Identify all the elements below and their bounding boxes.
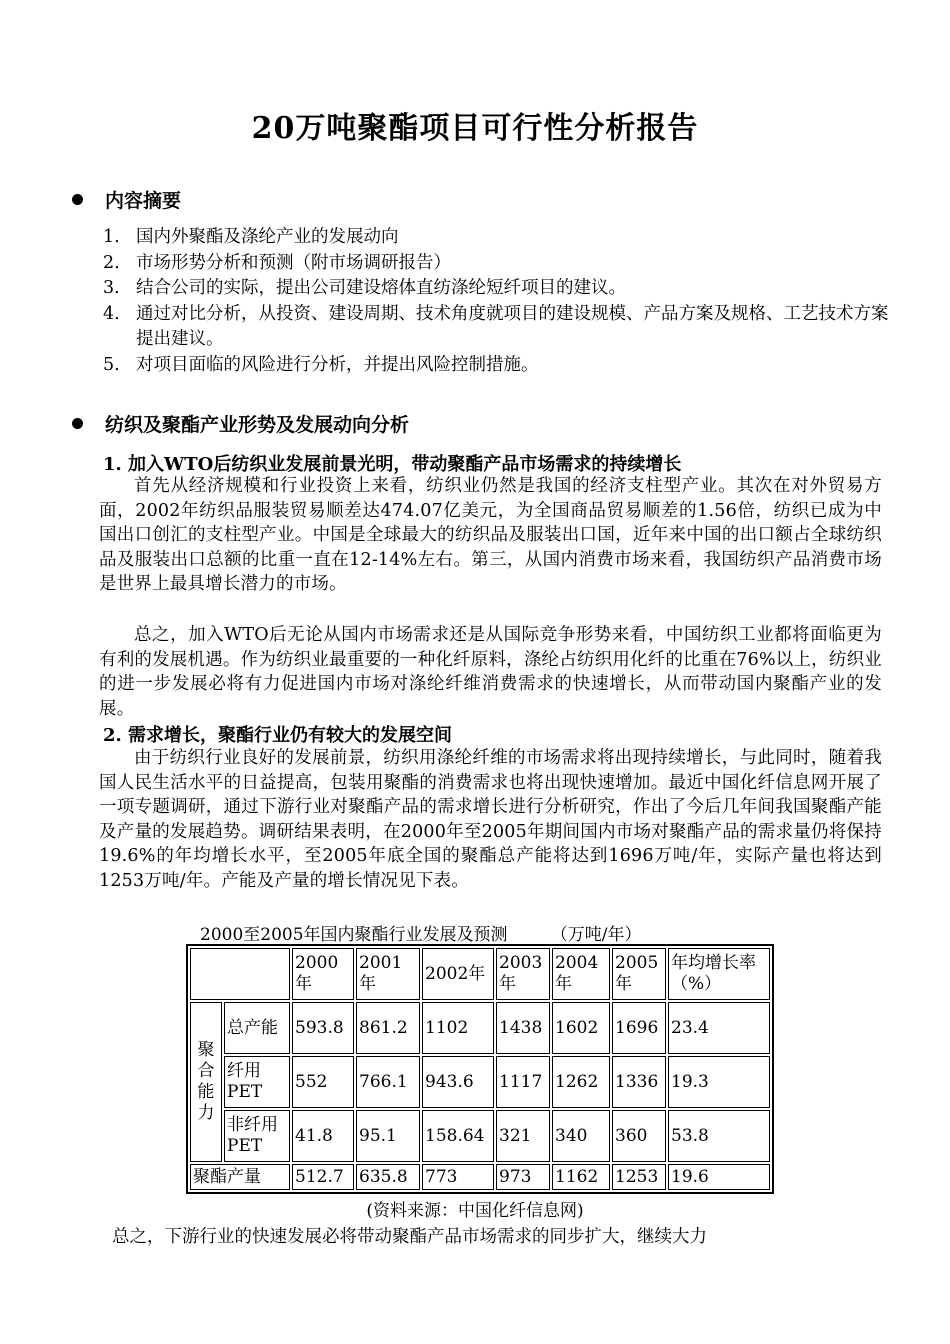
table-cell: 41.8 <box>292 1110 354 1162</box>
header-cell: 年均增长率（%） <box>668 948 770 1000</box>
row-label: 总产能 <box>224 1002 290 1054</box>
table-cell: 552 <box>292 1056 354 1108</box>
table-header-row <box>190 948 770 1000</box>
list-item: 2. 市场形势分析和预测（附市场调研报告） <box>103 252 451 273</box>
table-cell: 340 <box>552 1110 610 1162</box>
list-item: 3. 结合公司的实际，提出公司建设熔体直纺涤纶短纤项目的建议。 <box>103 278 626 298</box>
section-heading-industry <box>72 410 409 437</box>
table-cell: 773 <box>422 1164 494 1190</box>
list-item: 4. 通过对比分析，从投资、建设周期、技术角度就项目的建设规模、产品方案及规格、工艺技术方案提出建议。 <box>103 303 889 349</box>
table-cell: 1696 <box>612 1002 666 1054</box>
table-cell: 512.7 <box>292 1164 354 1190</box>
polyester-table <box>186 944 774 1194</box>
table-cell: 1102 <box>422 1002 494 1054</box>
bullet-icon <box>72 194 83 205</box>
table-cell: 53.8 <box>668 1110 770 1162</box>
table-cell: 943.6 <box>422 1056 494 1108</box>
table-cell: 19.6 <box>668 1164 770 1190</box>
section-heading-text: 纺织及聚酯产业形势及发展动向分析 <box>105 414 410 436</box>
table-unit: （万吨/年） <box>550 925 642 945</box>
row-label: 聚酯产量 <box>190 1164 290 1190</box>
row-label: 纤用PET <box>224 1056 290 1108</box>
row-label: 非纤用PET <box>224 1110 290 1162</box>
header-cell: 2001年 <box>356 948 420 1000</box>
table-row <box>190 1110 770 1162</box>
table-cell: 360 <box>612 1110 666 1162</box>
header-cell: 2004年 <box>552 948 610 1000</box>
table-cell: 19.3 <box>668 1056 770 1108</box>
table-cell: 1336 <box>612 1056 666 1108</box>
table-cell: 1438 <box>496 1002 550 1054</box>
table-cell: 158.64 <box>422 1110 494 1162</box>
table-cell: 95.1 <box>356 1110 420 1162</box>
table-cell: 321 <box>496 1110 550 1162</box>
table-source: (资料来源：中国化纤信息网) <box>366 1201 584 1221</box>
paragraph: 首先从经济规模和行业投资上来看，纺织业仍然是我国的经济支柱型产业。其次在对外贸易方面，2002年纺织品服装贸易顺差达474.07亿美元，为全国商品贸易顺差的1.56倍，纺织已成为中国出口创汇的支柱型产业。中国是全球最大的纺织品及服装出口国，近年来中国的出口额占全球纺织品及服装出口总额的比重一直在12-14%左右。第三，从国内消费市场来看，我国纺织产品消费市场是世界上最具增长潜力的市场。 <box>99 476 882 595</box>
table-cell: 23.4 <box>668 1002 770 1054</box>
table-cell: 766.1 <box>356 1056 420 1108</box>
header-cell: 2002年 <box>422 948 494 1000</box>
section-heading-summary <box>72 186 181 213</box>
paragraph: 总之，加入WTO后无论从国内市场需求还是从国际竞争形势来看，中国纺织工业都将面临更为有利的发展机遇。作为纺织业最重要的一种化纤原料，涤纶占纺织用化纤的比重在76%以上，纺织业的进一步发展必将有力促进国内市场对涤纶纤维消费需求的快速增长，从而带动国内聚酯产业的发展。 <box>99 625 882 719</box>
group-label: 聚合能力 <box>190 1002 222 1162</box>
paragraph: 由于纺织行业良好的发展前景，纺织用涤纶纤维的市场需求将出现持续增长，与此同时，随着我国人民生活水平的日益提高，包装用聚酯的消费需求也将出现快速增加。最近中国化纤信息网开展了一项专题调研，通过下游行业对聚酯产品的需求增长进行分析研究，作出了今后几年间我国聚酯产能及产量的发展趋势。调研结果表明，在2000年至2005年期间国内市场对聚酯产品的需求量仍将保持19.6%的年均增长水平，至2005年底全国的聚酯总产能将达到1696万吨/年，实际产量也将达到1253万吨/年。产能及产量的增长情况见下表。 <box>99 748 882 891</box>
table-row <box>190 1002 770 1054</box>
table-row <box>190 1164 770 1190</box>
header-cell: 2000年 <box>292 948 354 1000</box>
table-cell: 1162 <box>552 1164 610 1190</box>
header-cell: 2003年 <box>496 948 550 1000</box>
table-cell: 1117 <box>496 1056 550 1108</box>
bullet-icon <box>72 418 83 429</box>
section-heading-text: 内容摘要 <box>105 190 182 212</box>
subsection-heading-wto: 1. 加入WTO后纺织业发展前景光明，带动聚酯产品市场需求的持续增长 <box>103 454 682 475</box>
table-cell: 1262 <box>552 1056 610 1108</box>
table-caption: 2000至2005年国内聚酯行业发展及预测 （万吨/年） <box>200 925 642 945</box>
table-cell: 861.2 <box>356 1002 420 1054</box>
table-cell: 1253 <box>612 1164 666 1190</box>
subsection-heading-demand: 2. 需求增长，聚酯行业仍有较大的发展空间 <box>103 725 453 746</box>
table-cell: 1602 <box>552 1002 610 1054</box>
document-title: 20万吨聚酯项目可行性分析报告 <box>251 111 699 146</box>
table-cell: 593.8 <box>292 1002 354 1054</box>
closing-line: 总之，下游行业的快速发展必将带动聚酯产品市场需求的同步扩大，继续大力 <box>112 1227 707 1247</box>
table-cell: 973 <box>496 1164 550 1190</box>
list-item: 5. 对项目面临的风险进行分析，并提出风险控制措施。 <box>103 354 539 375</box>
summary-list <box>103 225 893 378</box>
table-row <box>190 1056 770 1108</box>
header-cell: 2005年 <box>612 948 666 1000</box>
table-cell: 635.8 <box>356 1164 420 1190</box>
list-item: 1. 国内外聚酯及涤纶产业的发展动向 <box>103 227 399 247</box>
